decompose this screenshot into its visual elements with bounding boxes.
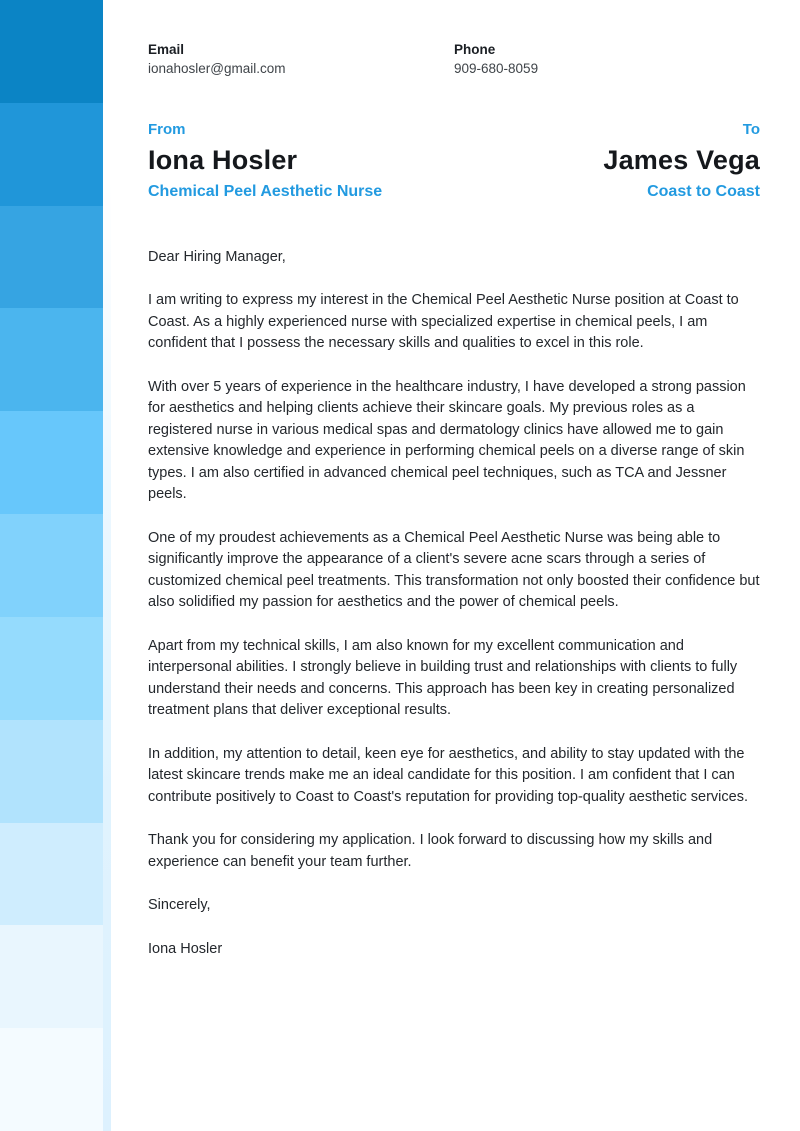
letter-paragraph: Apart from my technical skills, I am also known for my excellent communication and interpersonal abilities. I strongly believe in building trust and relationships with clients to fully understand their needs and concerns. This approach has been key in creating personalized treatment plans that deliver exceptional results. [148, 637, 738, 719]
letter-paragraph: Thank you for considering my application. I look forward to discussing how my skills and experience can benefit your team further. [148, 832, 713, 870]
sidebar-band [0, 308, 103, 411]
phone-value: 909-680-8059 [454, 61, 539, 77]
letter-paragraph: One of my proudest achievements as a Chemical Peel Aesthetic Nurse was being able to significantly improve the appearance of a client's severe acne scars through a series of customized chemical peel treatments. This transformation not only boosted their confidence but also solidified my passion for aesthetics and the power of chemical peels. [148, 529, 760, 611]
recipient-company: Coast to Coast [647, 182, 760, 200]
sidebar-band [0, 925, 103, 1028]
sidebar-band [0, 1028, 103, 1131]
sidebar-band [0, 617, 103, 720]
closing: Sincerely, [148, 897, 211, 914]
from-label: From [148, 121, 186, 139]
sidebar-band [0, 514, 103, 617]
salutation: Dear Hiring Manager, [148, 248, 286, 265]
signature: Iona Hosler [148, 940, 223, 957]
contact-email-block [148, 42, 454, 77]
sidebar-band [0, 720, 103, 823]
email-label: Email [148, 42, 185, 57]
sidebar-gradient [0, 0, 103, 1131]
contact-phone-block [454, 42, 760, 77]
sidebar-band [0, 0, 103, 103]
party-from [148, 121, 382, 201]
email-value: ionahosler@gmail.com [148, 61, 286, 77]
letter-paragraph: I am writing to express my interest in the Chemical Peel Aesthetic Nurse position at Coast to Coast. As a highly experienced nurse with specialized expertise in chemical peels, I am confident that I possess the necessary skills and qualities to excel in this role. [148, 292, 739, 352]
sender-name: Iona Hosler [148, 145, 298, 176]
sidebar-edge-strip [103, 0, 111, 1131]
sidebar-band [0, 411, 103, 514]
to-label: To [742, 121, 760, 139]
letter-content [148, 0, 760, 982]
sidebar-band [0, 823, 103, 926]
recipient-name: James Vega [603, 145, 760, 176]
party-to [603, 121, 760, 201]
letter-paragraph: With over 5 years of experience in the healthcare industry, I have developed a strong passion for aesthetics and helping clients achieve their skincare goals. My previous roles as a registered nurse in various medical spas and dermatology clinics have allowed me to gain extensive knowledge and experience in performing chemical peels on a diverse range of skin types. I am also certified in advanced chemical peel techniques, such as TCA and Jessner peels. [148, 378, 746, 503]
letter-body [148, 247, 760, 961]
parties-row [148, 121, 760, 201]
sender-job-title: Chemical Peel Aesthetic Nurse [148, 182, 383, 200]
sidebar-band [0, 103, 103, 206]
contact-header [148, 0, 760, 77]
letter-paragraph: In addition, my attention to detail, keen eye for aesthetics, and ability to stay updated with the latest skincare trends make me an ideal candidate for this position. I am confident that I can contribute positively to Coast to Coast's reputation for providing top-quality aesthetic services. [148, 745, 748, 805]
sidebar-band [0, 206, 103, 309]
phone-label: Phone [454, 42, 496, 57]
